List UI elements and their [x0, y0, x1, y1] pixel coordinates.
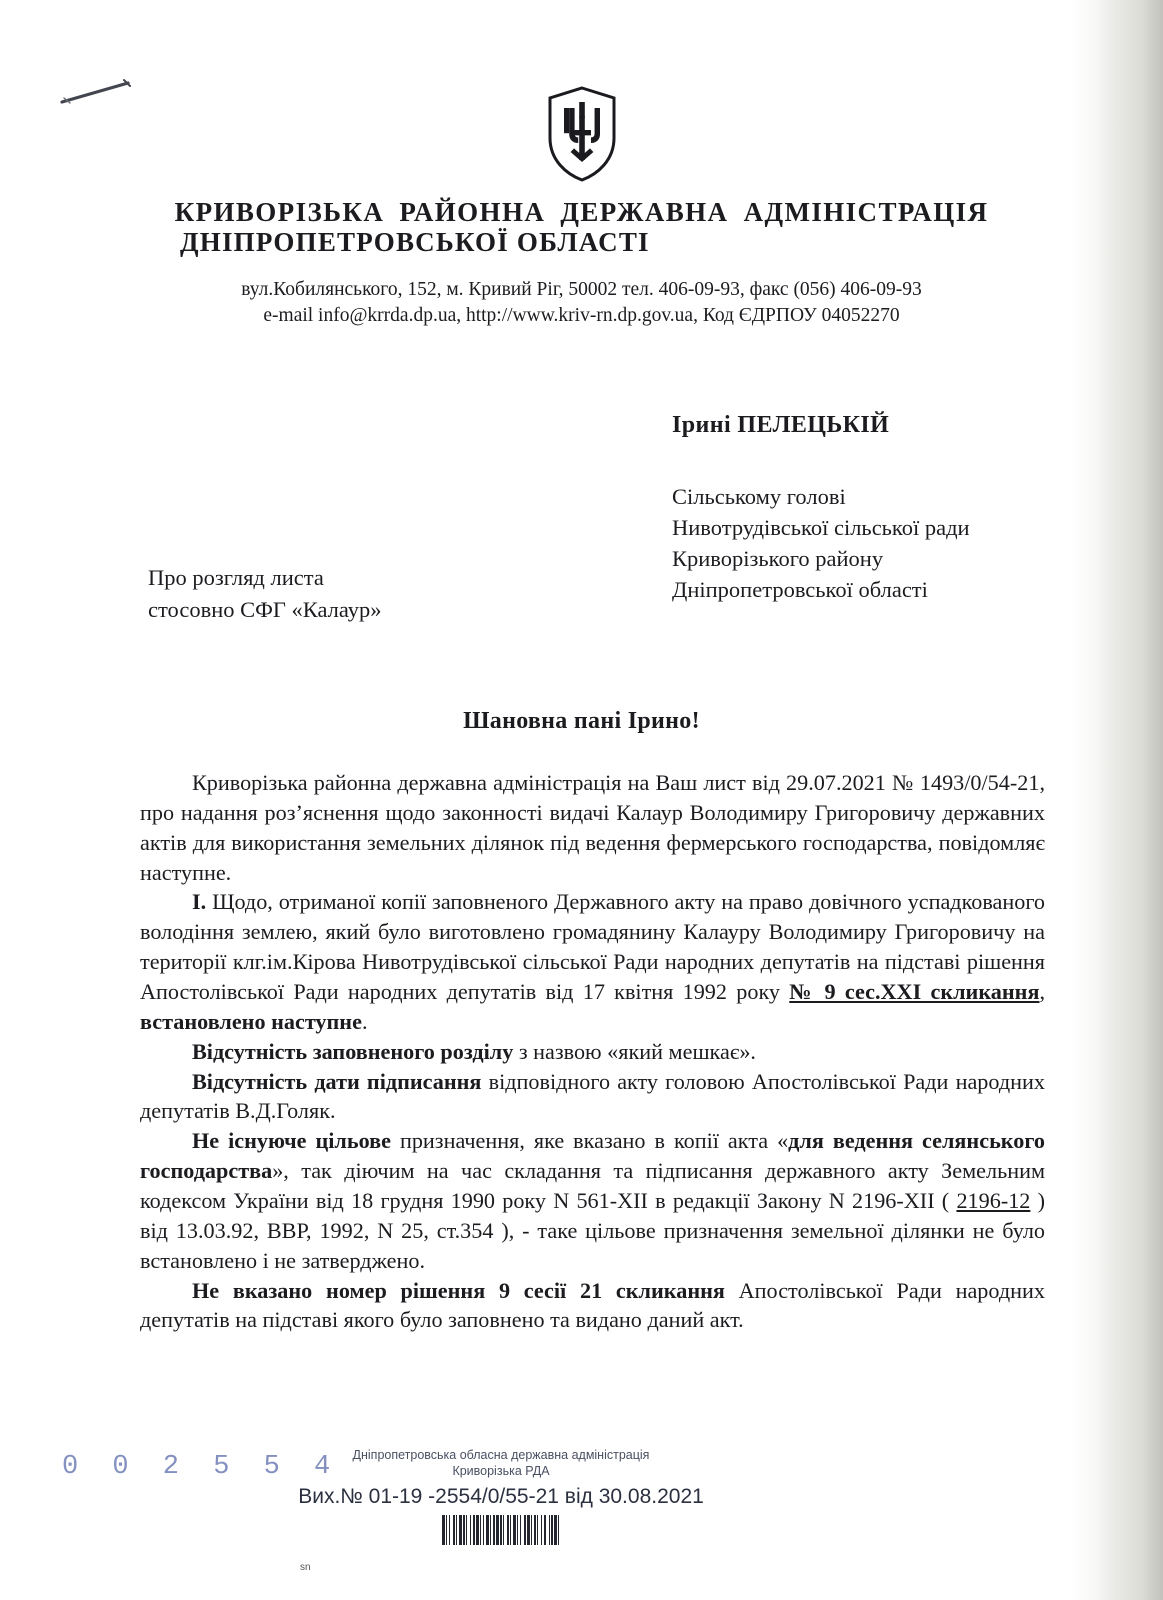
subject-line-2: стосовно СФГ «Калаур»: [148, 596, 382, 622]
ukraine-trident-emblem-icon: [546, 86, 618, 182]
registration-stamp: [266, 1448, 736, 1545]
addressee-position: Сільському голові: [672, 484, 846, 509]
addressee-name: Ірині ПЕЛЕЦЬКІЙ: [672, 412, 890, 438]
para-absence-date: Відсутність дати підписання відповідного акту головою Апостолівської Ради народних депутатів В.Д.Голяк.: [140, 1068, 1045, 1124]
letter-body: [140, 768, 1045, 1335]
stamp-org-line-1: Дніпропетровська обласна державна адміністрація: [352, 1448, 650, 1462]
organization-name-line-1: КРИВОРІЗЬКА РАЙОННА ДЕРЖАВНА АДМІНІСТРАЦІЯ: [174, 197, 989, 227]
contact-line-1: вул.Кобилянського, 152, м. Кривий Ріг, 50002 тел. 406-09-93, факс (056) 406-09-93: [241, 279, 922, 301]
subject-block: [148, 562, 578, 626]
para-absence-section: Відсутність заповненого розділу з назвою «який мешкає».: [192, 1038, 756, 1064]
addressee-details: [672, 481, 1092, 605]
stamp-org-line-2: Криворізька РДА: [452, 1463, 550, 1478]
organization-name-line-2: ДНІПРОПЕТРОВСЬКОЇ ОБЛАСТІ: [180, 227, 650, 258]
barcode-label: sn: [300, 1562, 311, 1573]
para-purpose: Не існуюче цільове призначення, яке вказано в копії акта «для ведення селянського господарства», так діючим на час складання та підписання державного акту Земельним кодексом України від 18 грудня 1990 року N 561-XII в редакції Закону N 2196-XII ( 2196-12 ) від 13.03.92, ВВР, 1992, N 25, ст.354 ), - таке цільове призначення земельної ділянки не було встановлено і не затверджено.: [140, 1128, 1046, 1273]
para-i: I. Щодо, отриманої копії заповненого Державного акту на право довічного успадкованого володіння землею, який було виготовлено громадянину Калауру Володимиру Григоровичу на території клг.ім.Кірова Нивотрудівської сільської Ради народних депутатів на підставі рішення Апостолівської Ради народних депутатів від 17 квітня 1992 року № 9 сес.XXI скликання, встановлено наступне.: [140, 889, 1046, 1034]
salutation: Шановна пані Ірино!: [463, 708, 700, 734]
addressee-block: [672, 412, 1092, 605]
addressee-region: Дніпропетровської області: [672, 577, 928, 603]
barcode-bar: [559, 1515, 561, 1545]
emblem-container: [0, 86, 1163, 182]
organization-contacts: [62, 277, 1101, 328]
subject-line-1: Про розгляд листа: [148, 565, 324, 590]
registration-outgoing-number: Вих.№ 01-19 -2554/0/55-21 від 30.08.2021: [298, 1485, 704, 1509]
barcode: [266, 1515, 736, 1545]
incoming-number-handwritten: 0 0 2 5 5 4: [62, 1452, 340, 1482]
addressee-district: Криворізького району: [672, 546, 884, 572]
addressee-council: Нивотрудівської сільської ради: [672, 515, 970, 541]
letterhead: [62, 197, 1101, 328]
contact-line-2: e-mail info@krrda.dp.ua, http://www.kriv-rn.dp.gov.ua, Код ЄДРПОУ 04052270: [263, 304, 900, 326]
para-no-number: Не вказано номер рішення 9 сесії 21 скликання Апостолівської Ради народних депутатів на підставі якого було заповнено та видано даний акт.: [140, 1277, 1045, 1333]
para-intro: Криворізька районна державна адміністрація на Ваш лист від 29.07.2021 № 1493/0/54-21, про надання роз’яснення щодо законності видачі Калаур Володимиру Григоровичу державних актів для використання земельних ділянок під ведення фермерського господарства, повідомляє наступне.: [140, 770, 1045, 885]
